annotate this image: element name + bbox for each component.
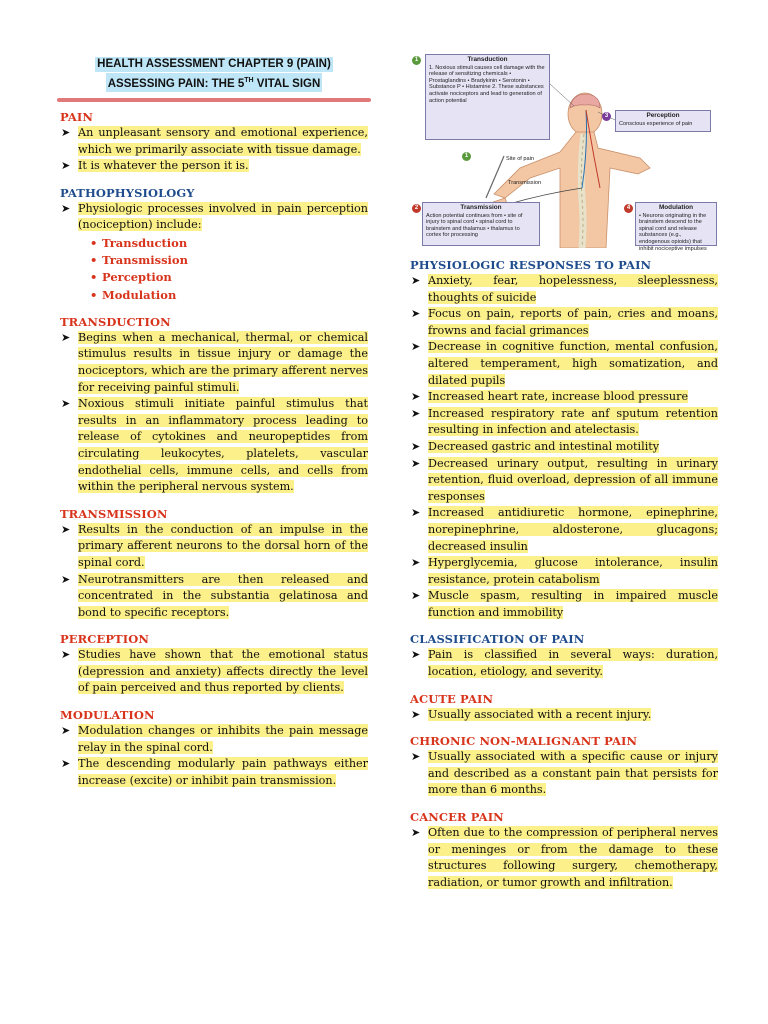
item-text: Noxious stimuli initiate painful stimulus that results in an inflammatory process leading to release of cytokines and neuropeptides from circulating leukocytes, platelets, vascular endothelial cells, immune cells, and cells from within the peripheral nervous system. — [78, 397, 368, 494]
list-classification — [410, 647, 718, 680]
list-item — [60, 647, 368, 697]
item-text: An unpleasant sensory and emotional experience, which we primarily associate with tissue damage. — [78, 126, 368, 156]
list-item — [60, 756, 368, 789]
sub-text: Perception — [102, 270, 172, 285]
list-item — [410, 555, 718, 588]
arrow-bullet-icon: ➤ — [61, 397, 71, 411]
section-physiologic-responses — [410, 258, 718, 621]
list-chronic-pain — [410, 749, 718, 799]
list-item — [410, 505, 718, 555]
arrow-bullet-icon: ➤ — [411, 456, 421, 470]
perception-box-title: Perception — [646, 112, 680, 119]
site-of-pain-label: Site of pain — [506, 156, 534, 162]
transduction-box-title: Transduction — [467, 56, 508, 63]
section-acute-pain — [410, 692, 718, 724]
heading-cancer-pain: CANCER PAIN — [410, 810, 504, 825]
item-text: Results in the conduction of an impulse in the primary afferent neurons to the dorsal horn of the spinal cord. — [78, 522, 368, 569]
step-1-marker: 1 — [412, 56, 421, 65]
sublist-item — [90, 269, 368, 286]
section-chronic-pain — [410, 734, 718, 799]
transmission-box — [422, 202, 540, 246]
arrow-bullet-icon: ➤ — [411, 750, 421, 764]
item-text: Modulation changes or inhibits the pain message relay in the spinal cord. — [78, 724, 368, 754]
list-physiologic-responses — [410, 273, 718, 621]
heading-classification: CLASSIFICATION OF PAIN — [410, 632, 585, 647]
modulation-box-text: • Neurons originating in the brainstem descend to the spinal cord and release substances (e.g., endogenous opioids) that inhibit nociceptive impulses — [639, 212, 707, 252]
section-perception — [60, 632, 368, 697]
arrow-bullet-icon: ➤ — [411, 648, 421, 662]
title-line-2 — [106, 73, 323, 92]
list-perception — [60, 647, 368, 697]
item-text: It is whatever the person it is. — [78, 159, 249, 173]
transmission-box-title: Transmission — [460, 204, 502, 211]
arrow-bullet-icon: ➤ — [61, 724, 71, 738]
heading-transduction: TRANSDUCTION — [60, 314, 171, 329]
arrow-bullet-icon: ➤ — [411, 406, 421, 420]
arrow-bullet-icon: ➤ — [411, 274, 421, 287]
arrow-bullet-icon: ➤ — [61, 330, 71, 344]
list-item — [410, 439, 718, 456]
list-item — [60, 572, 368, 622]
list-transduction — [60, 330, 368, 496]
heading-chronic-pain: CHRONIC NON-MALIGNANT PAIN — [410, 734, 638, 749]
pain-pathway-diagram — [410, 48, 718, 252]
list-item — [410, 707, 718, 724]
modulation-box — [635, 202, 717, 252]
sub-text: Transmission — [102, 253, 188, 268]
arrow-bullet-icon: ➤ — [61, 757, 71, 771]
step-2-marker: 2 — [412, 204, 421, 213]
sublist-processes — [60, 235, 368, 304]
list-item — [60, 396, 368, 496]
section-transduction — [60, 315, 368, 496]
list-item — [410, 749, 718, 799]
bullet-dot-icon: • — [90, 235, 98, 250]
list-item — [410, 647, 718, 680]
right-column — [410, 48, 718, 902]
item-text: Begins when a mechanical, thermal, or chemical stimulus results in tissue injury or damage the nociceptors, which are the primary afferent nerves for receiving painful stimuli. — [78, 330, 368, 394]
step-1-marker-body: 1 — [462, 152, 471, 161]
item-text: Neurotransmitters are then released and concentrated in the substantia gelatinosa and bond to specific receptors. — [78, 572, 368, 619]
title-line-2-post: VITAL SIGN — [253, 78, 321, 90]
item-text: Focus on pain, reports of pain, cries and moans, frowns and facial grimances — [428, 307, 718, 337]
arrow-bullet-icon: ➤ — [411, 589, 421, 603]
transduction-box — [425, 54, 550, 140]
sublist-item — [90, 235, 368, 252]
heading-transmission: TRANSMISSION — [60, 506, 168, 521]
heading-physiologic-responses: PHYSIOLOGIC RESPONSES TO PAIN — [410, 258, 652, 272]
item-text: Increased heart rate, increase blood pressure — [428, 390, 689, 404]
list-item — [60, 330, 368, 396]
item-text: Studies have shown that the emotional status (depression and anxiety) affects directly the level of pain perceived and thus reported by clients. — [78, 648, 368, 695]
arrow-bullet-icon: ➤ — [411, 307, 421, 321]
list-pain — [60, 125, 368, 175]
bullet-dot-icon: • — [90, 287, 98, 302]
item-text: Physiologic processes involved in pain perception (nociception) include: — [78, 201, 368, 232]
list-item — [410, 273, 718, 306]
item-text: The descending modularly pain pathways either increase (excite) or inhibit pain transmission. — [78, 757, 368, 787]
section-modulation — [60, 708, 368, 789]
step-4-marker: 4 — [624, 204, 633, 213]
list-item — [60, 723, 368, 756]
list-item — [410, 406, 718, 439]
section-transmission — [60, 507, 368, 622]
transmission-path-label: Transmission — [508, 180, 542, 186]
item-text: Increased antidiuretic hormone, epinephrine, norepinephrine, aldosterone, glucagons; decreased insulin — [428, 506, 718, 553]
heading-perception: PERCEPTION — [60, 632, 150, 647]
list-item — [60, 522, 368, 572]
item-text: Decreased urinary output, resulting in urinary retention, fluid overload, depression of all immune responses — [428, 456, 718, 503]
item-text: Hyperglycemia, glucose intolerance, insulin resistance, protein catabolism — [428, 556, 718, 586]
sub-text: Transduction — [102, 235, 188, 250]
section-cancer-pain — [410, 810, 718, 891]
item-text: Pain is classified in several ways: duration, location, etiology, and severity. — [428, 648, 718, 679]
list-item — [60, 158, 368, 175]
arrow-bullet-icon: ➤ — [411, 506, 421, 520]
bullet-dot-icon: • — [90, 270, 98, 285]
perception-box-text: Conscious experience of pain — [619, 120, 693, 127]
section-pain — [60, 110, 368, 175]
title-sup: TH — [244, 77, 254, 85]
item-text: Increased respiratory rate anf sputum retention resulting in infection and atelectasis. — [428, 406, 718, 437]
heading-acute-pain: ACUTE PAIN — [410, 691, 494, 706]
list-transmission — [60, 522, 368, 622]
list-modulation — [60, 723, 368, 789]
bullet-dot-icon: • — [90, 253, 98, 268]
item-text: Anxiety, fear, hopelessness, sleeplessness, thoughts of suicide — [428, 274, 718, 304]
sub-text: Modulation — [102, 287, 177, 302]
list-item — [410, 389, 718, 406]
sublist-item — [90, 287, 368, 304]
left-column — [60, 52, 368, 800]
sublist-item — [90, 252, 368, 269]
list-acute-pain — [410, 707, 718, 724]
list-cancer-pain — [410, 825, 718, 891]
item-text: Decreased gastric and intestinal motility — [428, 439, 660, 453]
list-item — [60, 201, 368, 234]
item-text: Usually associated with a recent injury. — [428, 707, 652, 721]
list-patho — [60, 201, 368, 234]
section-classification — [410, 632, 718, 680]
arrow-bullet-icon: ➤ — [61, 201, 71, 215]
list-item — [410, 339, 718, 389]
arrow-bullet-icon: ➤ — [61, 648, 71, 662]
arrow-bullet-icon: ➤ — [61, 572, 71, 586]
list-item — [410, 306, 718, 339]
arrow-bullet-icon: ➤ — [411, 556, 421, 570]
item-text: Usually associated with a specific cause or injury and described as a constant pain that persists for more than 6 months. — [428, 750, 718, 797]
document-title — [60, 52, 368, 92]
heading-pathophysiology: PATHOPHYSIOLOGY — [60, 185, 195, 200]
arrow-bullet-icon: ➤ — [61, 522, 71, 536]
item-text: Muscle spasm, resulting in impaired muscle function and immobility — [428, 589, 718, 619]
heading-modulation: MODULATION — [60, 708, 155, 723]
section-pathophysiology — [60, 186, 368, 304]
arrow-bullet-icon: ➤ — [411, 826, 421, 840]
list-item — [410, 825, 718, 891]
arrow-bullet-icon: ➤ — [61, 126, 71, 139]
arrow-bullet-icon: ➤ — [61, 159, 71, 173]
transmission-box-text: Action potential continues from • site of injury to spinal cord • spinal cord to brainstem and thalamus • thalamus to cortex for processing — [426, 212, 523, 239]
arrow-bullet-icon: ➤ — [411, 439, 421, 453]
list-item — [410, 456, 718, 506]
transduction-box-text: 1. Noxious stimuli causes cell damage with the release of sensitizing chemicals • Prostaglandins • Bradykinin • Serotonin • Substance P • Histamine 2. These substances activate nociceptors and lead to generation of action potential — [429, 64, 545, 104]
item-text: Decrease in cognitive function, mental confusion, altered temperament, high somatization, and dilated pupils — [428, 340, 718, 387]
arrow-bullet-icon: ➤ — [411, 340, 421, 354]
list-item — [60, 125, 368, 158]
title-line-2-pre: ASSESSING PAIN: THE 5 — [107, 78, 245, 90]
list-item — [410, 588, 718, 621]
title-line-1: HEALTH ASSESSMENT CHAPTER 9 (PAIN) — [97, 58, 331, 70]
step-3-marker: 3 — [602, 112, 611, 121]
arrow-bullet-icon: ➤ — [411, 707, 421, 721]
heading-pain: PAIN — [60, 110, 94, 124]
perception-box — [615, 110, 711, 132]
arrow-bullet-icon: ➤ — [411, 390, 421, 404]
modulation-box-title: Modulation — [658, 204, 694, 211]
item-text: Often due to the compression of peripheral nerves or meninges or from the damage to these structures following surgery, chemotherapy, radiation, or tumor growth and infiltration. — [428, 826, 718, 889]
title-divider — [57, 98, 371, 102]
